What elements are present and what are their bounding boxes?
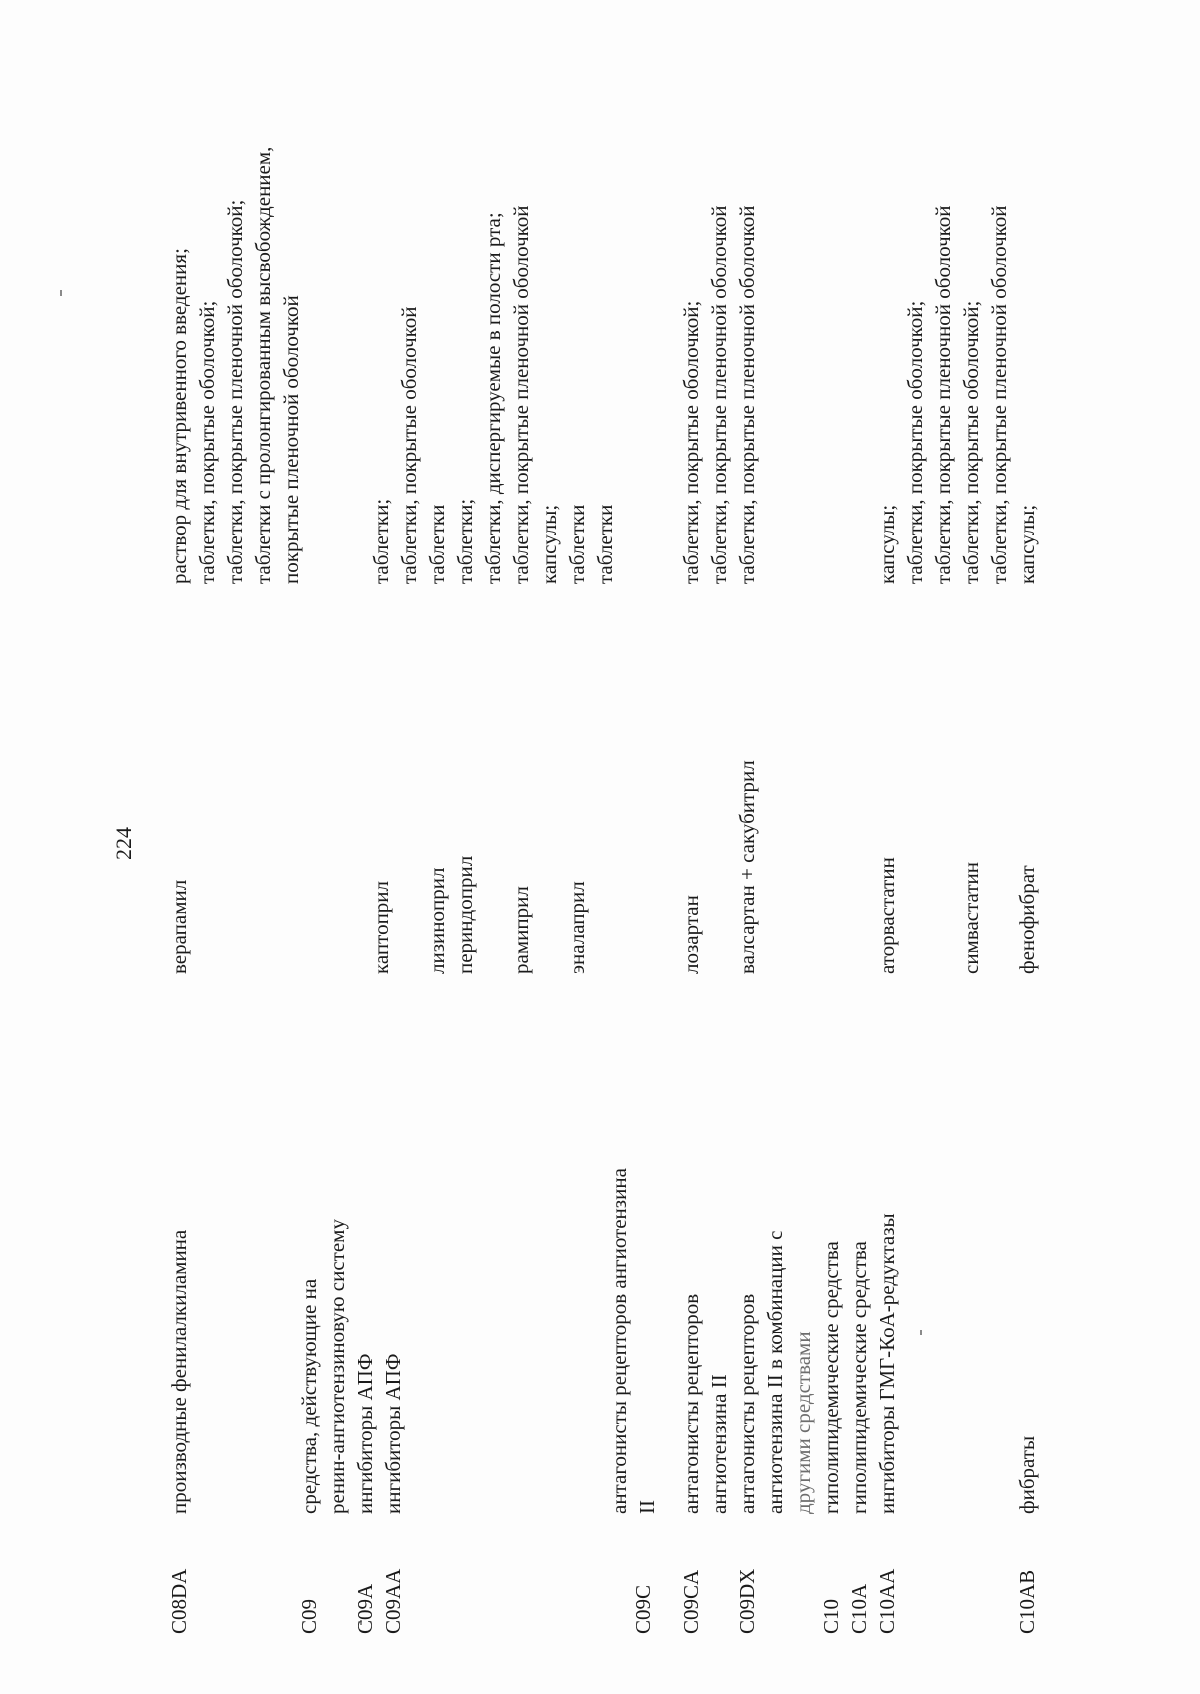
page-number: 224 — [111, 827, 136, 860]
atc-code-cell — [165, 1524, 193, 1634]
dosage-forms-cell — [367, 24, 619, 584]
inn-cell — [873, 594, 985, 974]
group-name-cell — [733, 994, 817, 1514]
atc-code: C09C — [631, 1584, 655, 1634]
dosage-form: таблетки, покрытые оболочкой; — [903, 300, 927, 584]
atc-code: C09A — [353, 1583, 377, 1634]
dosage-form: таблетки; — [369, 498, 393, 584]
atc-code: C08DA — [167, 1568, 191, 1634]
dosage-forms-cell — [677, 24, 733, 584]
dosage-form: таблетки, покрытые пленочной оболочкой — [509, 205, 533, 584]
inn-spacer — [395, 594, 423, 974]
group-name: II — [635, 1500, 659, 1514]
group-name: ангиотензина II в комбинации с — [763, 1230, 787, 1514]
inn-name: фенофибрат — [1015, 865, 1039, 974]
dosage-form: таблетки, покрытые пленочной оболочкой — [931, 205, 955, 584]
group-name: другими средствами — [791, 1331, 815, 1514]
dosage-form: таблетки — [425, 504, 449, 584]
group-name: антагонисты рецепторов — [735, 1293, 759, 1514]
dosage-form: таблетки, покрытые пленочной оболочкой — [735, 205, 759, 584]
atc-code: C10 — [819, 1598, 843, 1634]
group-name: ингибиторы АПФ — [353, 1353, 377, 1514]
dosage-form: капсулы; — [537, 504, 561, 584]
group-name-cell — [1013, 994, 1041, 1514]
atc-code-cell — [1013, 1524, 1041, 1634]
dosage-form: таблетки; — [453, 498, 477, 584]
atc-code: C09CA — [679, 1569, 703, 1634]
dosage-form: таблетки, покрытые оболочкой; — [195, 300, 219, 584]
inn-cell — [677, 594, 705, 974]
dosage-forms-cell — [873, 24, 1013, 584]
dosage-form: таблетки, покрытые пленочной оболочкой; — [223, 199, 247, 584]
dosage-form: таблетки, покрытые пленочной оболочкой — [707, 205, 731, 584]
inn-cell — [367, 594, 591, 974]
group-name-cell — [605, 994, 661, 1514]
dosage-form: таблетки, диспергируемые в полости рта; — [481, 212, 505, 584]
dosage-form: капсулы; — [1015, 504, 1039, 584]
group-name: производные фенилалкиламина — [167, 1229, 191, 1514]
group-name-cell — [165, 994, 193, 1514]
atc-code-cell — [629, 1524, 657, 1634]
dosage-form: таблетки, покрытые оболочкой; — [679, 300, 703, 584]
group-name: фибраты — [1015, 1435, 1039, 1514]
group-name: антагонисты рецепторов — [679, 1293, 703, 1514]
group-name: антагонисты рецепторов ангиотензина — [607, 1168, 631, 1514]
dosage-form: таблетки, покрытые оболочкой — [397, 306, 421, 584]
atc-code: C09AA — [381, 1568, 405, 1634]
atc-code: C10AB — [1015, 1569, 1039, 1634]
inn-name: эналаприл — [565, 881, 589, 974]
inn-name: лозартан — [679, 895, 703, 974]
inn-name: рамиприл — [509, 886, 533, 974]
atc-code: C09DX — [735, 1568, 759, 1634]
inn-spacer — [929, 594, 957, 974]
dosage-forms-cell — [1013, 24, 1041, 584]
dosage-form: таблетки — [593, 504, 617, 584]
dosage-form: капсулы; — [875, 504, 899, 584]
dosage-form: покрытые пленочной оболочкой — [279, 295, 303, 584]
dosage-form: раствор для внутривенного введения; — [167, 248, 191, 584]
dosage-form: таблетки, покрытые пленочной оболочкой — [987, 205, 1011, 584]
group-name: ангиотензина II — [707, 1374, 731, 1514]
dosage-forms-cell — [165, 24, 305, 584]
inn-name: верапамил — [167, 879, 191, 974]
group-name: средства, действующие на — [297, 1278, 321, 1514]
atc-code-cell — [733, 1524, 761, 1634]
dosage-form: таблетки с пролонгированным высвобождением, — [251, 146, 275, 584]
inn-spacer — [479, 594, 507, 974]
dosage-form: таблетки, покрытые оболочкой; — [959, 300, 983, 584]
group-name: ренин-ангиотензиновую систему — [325, 1219, 349, 1514]
group-name-cell — [295, 994, 407, 1514]
group-name: гиполипидемические средства — [819, 1241, 843, 1514]
inn-cell — [1013, 594, 1041, 974]
atc-code-cell — [295, 1524, 407, 1634]
inn-name: валсартан + сакубитрил — [735, 760, 759, 974]
inn-name: периндоприл — [453, 855, 477, 974]
atc-code-cell — [817, 1524, 901, 1634]
inn-spacer — [535, 594, 563, 974]
group-name-cell — [817, 994, 901, 1514]
group-name: ингибиторы АПФ — [381, 1353, 405, 1514]
inn-name: лизиноприл — [425, 867, 449, 974]
atc-code: C09 — [297, 1598, 321, 1634]
inn-name: аторвастатин — [875, 857, 899, 974]
dosage-form: таблетки — [565, 504, 589, 584]
inn-cell — [165, 594, 193, 974]
atc-code: C10AA — [875, 1568, 899, 1634]
inn-name: симвастатин — [959, 862, 983, 974]
dosage-forms-cell — [733, 24, 761, 584]
inn-name: каптоприл — [369, 880, 393, 974]
inn-cell — [733, 594, 761, 974]
atc-code: C10A — [847, 1583, 871, 1634]
group-name: ингибиторы ГМГ-КоА-редуктазы — [875, 1213, 899, 1514]
atc-code-cell — [677, 1524, 705, 1634]
group-name-cell — [677, 994, 733, 1514]
group-name: гиполипидемические средства — [847, 1241, 871, 1514]
inn-spacer — [901, 594, 929, 974]
